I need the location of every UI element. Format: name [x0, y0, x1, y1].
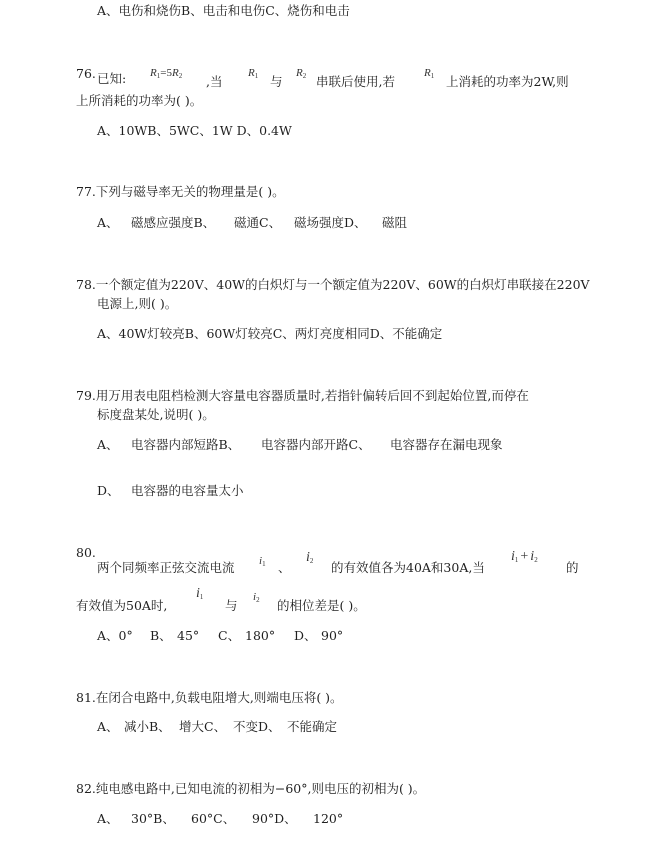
q80-option-d-value: 90°: [321, 628, 344, 643]
q80-prefix: 两个同频率正弦交流电流: [97, 560, 235, 575]
q79-option-d: 电容器存在漏电现象: [390, 437, 503, 452]
q81-option-c: 增大C、: [179, 719, 227, 734]
q82-option-d: 90°D、: [252, 811, 297, 826]
q79-option-f: 电容器的电容量太小: [131, 483, 244, 498]
q80-option-a: A、0°: [97, 628, 133, 643]
q78-question-line2: 电源上,则( )。: [97, 296, 178, 311]
q75-options: A、电伤和烧伤B、电击和电伤C、烧伤和电击: [97, 3, 350, 18]
q82-option-c: 60°C、: [191, 811, 236, 826]
q81-option-a: A、: [97, 719, 119, 734]
q78-options: A、40W灯较亮B、60W灯较亮C、两灯亮度相同D、不能确定: [97, 326, 443, 341]
q77-question: 77.下列与磁导率无关的物理量是( )。: [76, 184, 285, 199]
q82-option-a: A、: [97, 811, 119, 826]
q79-question-line2: 标度盘某处,说明( )。: [97, 407, 215, 422]
q82-option-b: 30°B、: [131, 811, 175, 826]
q80-formula-i1: $i_1$: [259, 555, 266, 568]
q79-question-line1: 79.用万用表电阻档检测大容量电容器质量时,若指针偏转后回不到起始位置,而停在: [76, 388, 529, 403]
q76-formula-r2: $R_2$: [296, 67, 307, 80]
q76-number: 76.: [76, 66, 96, 81]
q80-line3-yu: 与: [225, 598, 238, 613]
q76-options: A、10WB、5WC、1W D、0.4W: [97, 123, 292, 138]
q80-formula-i1-line3: $i_1$: [196, 586, 204, 601]
q80-mid-text: 的有效值各为40A和30A,当: [331, 560, 485, 575]
q80-number: 80.: [76, 545, 96, 560]
q80-formula-i2: $i_2$: [306, 550, 314, 565]
q80-option-b-value: 45°: [177, 628, 200, 643]
q76-text-yu: 与: [270, 74, 283, 89]
q82-option-e: 120°: [313, 811, 344, 826]
q76-text-series: 串联后使用,若: [316, 74, 395, 89]
q78-question-line1: 78.一个额定值为220V、40W的白炽灯与一个额定值为220V、60W的白炽灯串联接在220V: [76, 277, 590, 292]
q77-option-c: 磁通C、: [234, 215, 282, 230]
q76-text-power: 上消耗的功率为2W,则: [446, 74, 569, 89]
q76-formula-r1: $R_1$: [248, 67, 259, 80]
q81-question: 81.在闭合电路中,负载电阻增大,则端电压将( )。: [76, 690, 343, 705]
q80-option-b: B、: [150, 628, 172, 643]
q81-option-b: 减小B、: [124, 719, 171, 734]
q79-option-c: 电容器内部开路C、: [261, 437, 371, 452]
q76-formula-r1-eq-5r2: $R_1=5R_2$: [150, 67, 183, 80]
q79-option-a: A、: [97, 437, 119, 452]
q80-de: 的: [566, 560, 579, 575]
q82-question: 82.纯电感电路中,已知电流的初相为−60°,则电压的初相为( )。: [76, 781, 426, 796]
q81-option-e: 不能确定: [287, 719, 338, 734]
q80-line3-end: 的相位差是( )。: [277, 598, 366, 613]
q80-option-c: C、: [218, 628, 241, 643]
q77-option-e: 磁阻: [382, 215, 408, 230]
q76-text-dang: ,当: [206, 74, 223, 89]
q76-line2: 上所消耗的功率为( )。: [76, 93, 203, 108]
q80-formula-i1-plus-i2: $i_1 + i_2$: [511, 549, 538, 564]
q76-prefix: 已知:: [97, 71, 127, 86]
q80-option-c-value: 180°: [245, 628, 276, 643]
q77-option-d: 磁场强度D、: [294, 215, 367, 230]
q77-option-b: 磁感应强度B、: [131, 215, 216, 230]
q80-separator: 、: [278, 560, 291, 575]
q80-line3-start: 有效值为50A时,: [76, 598, 168, 613]
q80-formula-i2-line3: $i_2$: [253, 591, 260, 604]
q76-formula-r1-second: $R_1$: [424, 67, 435, 80]
q81-option-d: 不变D、: [233, 719, 281, 734]
q77-option-a: A、: [97, 215, 119, 230]
q80-option-d: D、: [294, 628, 317, 643]
q79-option-e: D、: [97, 483, 120, 498]
q79-option-b: 电容器内部短路B、: [131, 437, 241, 452]
